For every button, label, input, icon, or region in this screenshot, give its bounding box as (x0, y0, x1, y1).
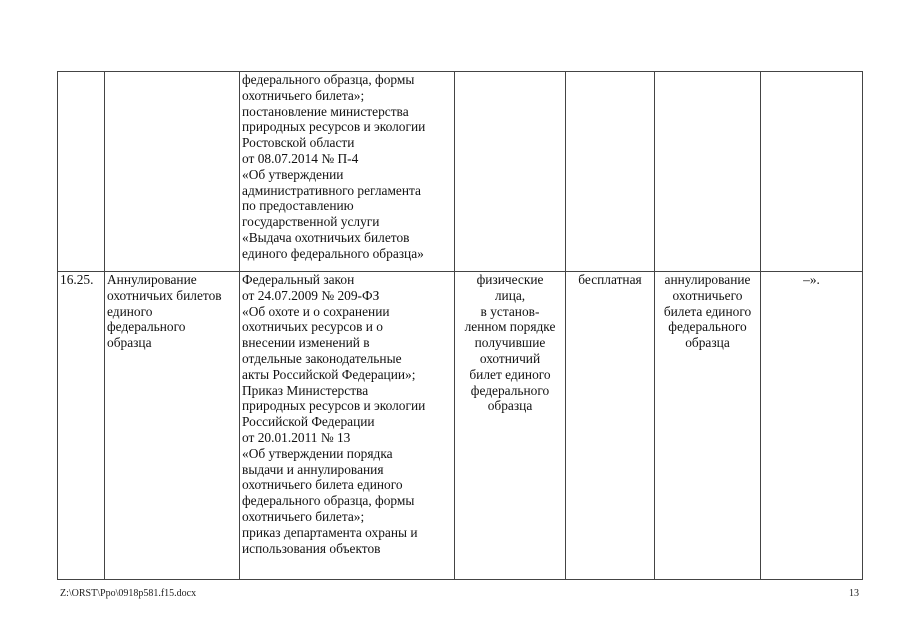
cell-service-name: Аннулирование охотничьих билетов единого федерального образца (105, 272, 240, 580)
table-row-16-25 (58, 272, 863, 580)
cell-applicants: физические лица, в установ- ленном порядке получившие охотничий билет единого федерального образца (455, 272, 566, 580)
cell-service-name (105, 72, 240, 272)
footer-file-path: Z:\ORST\Ppo\0918p581.f15.docx (60, 588, 197, 599)
cell-number: 16.25. (58, 272, 105, 580)
cell-applicants (455, 72, 566, 272)
cell-fee: бесплатная (566, 272, 655, 580)
cell-note (761, 72, 863, 272)
cell-note: –». (761, 272, 863, 580)
footer-page-number: 13 (849, 588, 859, 599)
table-row-continuation (58, 72, 863, 272)
cell-legal-basis: Федеральный закон от 24.07.2009 № 209-ФЗ «Об охоте и о сохранении охотничьих ресурсов и о внесении изменений в отдельные законодательные акты Российской Федерации»; Приказ Министерства природных ресурсов и экологии Российской Федерации от 20.01.2011 № 13 «Об утверждении порядка выдачи и аннулирования охотничьего билета единого федерального образца, формы охотничьего билета»; приказ департамента охраны и использования объектов (240, 272, 455, 580)
cell-result: аннулирование охотничьего билета единого федерального образца (655, 272, 761, 580)
services-table (57, 71, 863, 580)
cell-result (655, 72, 761, 272)
cell-legal-basis: федерального образца, формы охотничьего билета»; постановление министерства природных ресурсов и экологии Ростовской области от 08.07.2014 № П-4 «Об утверждении административного регламента по предоставлению государственной услуги «Выдача охотничьих билетов единого федерального образца» (240, 72, 455, 272)
cell-fee (566, 72, 655, 272)
cell-number (58, 72, 105, 272)
